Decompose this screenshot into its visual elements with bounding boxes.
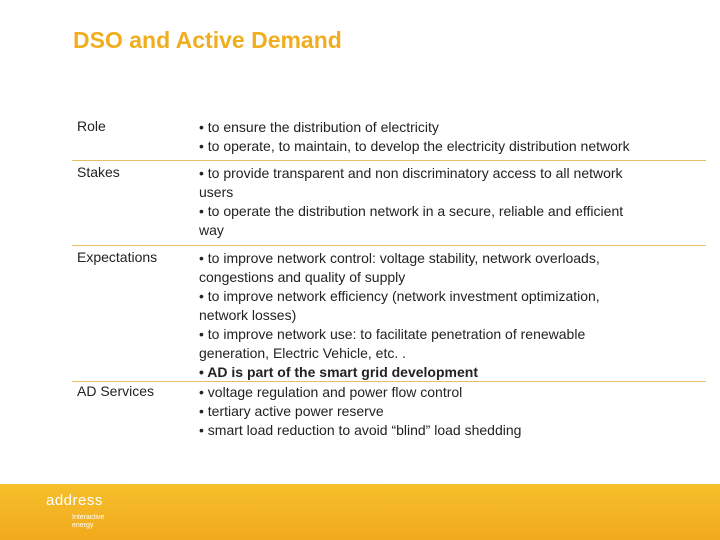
row-label-ad-services: AD Services (77, 383, 155, 399)
address-logo: address (46, 492, 103, 509)
content-line: • to operate the distribution network in a secure, reliable and efficient (199, 203, 624, 219)
table-row-role (72, 118, 706, 161)
content-line: • to operate, to maintain, to develop the electricity distribution network (199, 138, 630, 154)
row-label-role: Role (77, 118, 106, 134)
row-content-ad-services (199, 383, 699, 440)
table-row-stakes (72, 164, 706, 246)
content-line: • tertiary active power reserve (199, 403, 384, 419)
content-line: • smart load reduction to avoid “blind” load shedding (199, 422, 522, 438)
content-line: network losses) (199, 307, 297, 323)
content-line: • voltage regulation and power flow control (199, 384, 463, 400)
content-line: • to improve network control: voltage stability, network overloads, (199, 250, 600, 266)
content-line: congestions and quality of supply (199, 269, 406, 285)
row-label-stakes: Stakes (77, 164, 120, 180)
slide-title: DSO and Active Demand (73, 27, 342, 53)
table-row-ad-services (72, 383, 706, 443)
footer-band (0, 484, 720, 540)
content-line: • to improve network use: to facilitate penetration of renewable (199, 326, 586, 342)
content-line-highlight: • AD is part of the smart grid development (199, 364, 478, 380)
logo-tagline-line: Interactive (72, 514, 105, 521)
content-line: way (199, 222, 224, 238)
logo-tagline (72, 514, 104, 530)
row-label-expectations: Expectations (77, 249, 158, 265)
row-content-expectations (199, 249, 699, 382)
content-line: • to ensure the distribution of electricity (199, 119, 439, 135)
content-line: • to improve network efficiency (network investment optimization, (199, 288, 600, 304)
content-line: • to provide transparent and non discriminatory access to all network (199, 165, 623, 181)
row-content-stakes (199, 164, 699, 240)
row-content-role (199, 118, 699, 156)
content-line: users (199, 184, 234, 200)
table-row-expectations (72, 249, 706, 382)
logo-tagline-line: energy (72, 522, 94, 529)
content-line: generation, Electric Vehicle, etc. . (199, 345, 406, 361)
